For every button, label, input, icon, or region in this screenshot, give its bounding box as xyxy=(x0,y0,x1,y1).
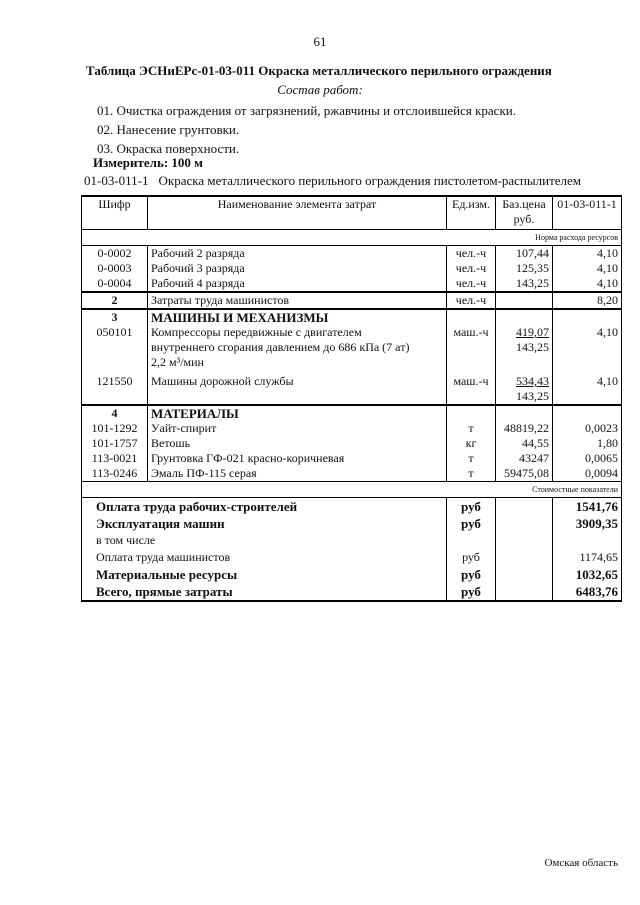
cost-name: Оплата труда рабочих-строителей xyxy=(82,498,447,516)
cell-value: 0,0065 xyxy=(553,451,622,466)
norm-label: Норма расхода ресурсов xyxy=(82,230,622,246)
table-title: Таблица ЭСНиЕРс-01-03-011 Окраска металлического перильного ограждения xyxy=(86,63,552,78)
cell-name: Уайт-спирит xyxy=(148,421,447,436)
cost-value: 6483,76 xyxy=(553,583,622,601)
cell-code: 4 xyxy=(82,405,148,421)
table-row xyxy=(82,246,622,262)
header-price: Баз.цена руб. xyxy=(496,196,553,230)
cost-row xyxy=(82,549,622,566)
section-title: МАТЕРИАЛЫ xyxy=(148,405,447,421)
cell-unit: маш.-ч xyxy=(447,325,496,370)
name-line: 2,2 м³/мин xyxy=(151,355,204,369)
cell-unit: чел.-ч xyxy=(447,276,496,292)
cost-value: 1174,65 xyxy=(553,549,622,566)
cell-value: 1,80 xyxy=(553,436,622,451)
cost-value: 1032,65 xyxy=(553,566,622,583)
name-line: внутреннего сгорания давлением до 686 кПа (7 ат) xyxy=(151,340,410,354)
cell-code: 113-0021 xyxy=(82,451,148,466)
cell-price xyxy=(496,405,553,421)
variant-line xyxy=(84,173,591,189)
cost-row xyxy=(82,498,622,516)
cell-name xyxy=(148,325,447,370)
cost-name: в том числе xyxy=(82,532,447,549)
variant-name: Окраска металлического перильного ограждения пистолетом-распылителем xyxy=(158,173,582,188)
cell-unit: чел.-ч xyxy=(447,261,496,276)
section-title: МАШИНЫ И МЕХАНИЗМЫ xyxy=(148,309,447,325)
cell-name: Машины дорожной службы xyxy=(148,370,447,405)
cell-code: 101-1292 xyxy=(82,421,148,436)
name-line: Компрессоры передвижные с двигателем xyxy=(151,325,362,339)
unit-measure: Измеритель: 100 м xyxy=(93,155,204,170)
cell-price xyxy=(496,370,553,405)
cost-unit: руб xyxy=(447,549,496,566)
cell-value: 0,0094 xyxy=(553,466,622,482)
cell-code: 050101 xyxy=(82,325,148,370)
cost-unit: руб xyxy=(447,515,496,532)
table-row xyxy=(82,276,622,292)
cell-code: 0-0002 xyxy=(82,246,148,262)
cell-price xyxy=(496,583,553,601)
cell-value: 4,10 xyxy=(553,370,622,405)
section-row xyxy=(82,405,622,421)
price-machine: 419,07 xyxy=(516,325,549,339)
cost-name: Материальные ресурсы xyxy=(82,566,447,583)
header-name: Наименование элемента затрат xyxy=(148,196,447,230)
work-item: 02. Нанесение грунтовки. xyxy=(97,122,240,137)
cell-code: 2 xyxy=(82,292,148,309)
cost-value: 1541,76 xyxy=(553,498,622,516)
cell-unit: чел.-ч xyxy=(447,292,496,309)
cost-value xyxy=(553,532,622,549)
cell-price xyxy=(496,515,553,532)
cell-price: 48819,22 xyxy=(496,421,553,436)
cell-value xyxy=(553,405,622,421)
cell-value: 4,10 xyxy=(553,261,622,276)
cell-value: 0,0023 xyxy=(553,421,622,436)
table-row xyxy=(82,325,622,370)
table-row xyxy=(82,451,622,466)
cell-unit: кг xyxy=(447,436,496,451)
work-item: 01. Очистка ограждения от загрязнений, ржавчины и отслоившейся краски. xyxy=(97,103,516,118)
cost-value: 3909,35 xyxy=(553,515,622,532)
cost-row xyxy=(82,583,622,601)
price-labor: 143,25 xyxy=(516,389,549,403)
cell-price: 44,55 xyxy=(496,436,553,451)
cell-price: 107,44 xyxy=(496,246,553,262)
cell-unit: т xyxy=(447,421,496,436)
cell-code: 101-1757 xyxy=(82,436,148,451)
cost-unit: руб xyxy=(447,498,496,516)
cell-unit xyxy=(447,309,496,325)
page-number: 61 xyxy=(313,34,327,49)
cell-value: 8,20 xyxy=(553,292,622,309)
cell-name: Рабочий 2 разряда xyxy=(148,246,447,262)
cost-name: Всего, прямые затраты xyxy=(82,583,447,601)
cell-price: 59475,08 xyxy=(496,466,553,482)
cost-label: Стоимостные показатели xyxy=(82,482,622,498)
table-row xyxy=(82,292,622,309)
cost-unit: руб xyxy=(447,566,496,583)
region-footer: Омская область xyxy=(544,857,618,869)
cell-name: Грунтовка ГФ-021 красно-коричневая xyxy=(148,451,447,466)
variant-code: 01-03-011-1 xyxy=(84,173,149,188)
cost-name: Эксплуатация машин xyxy=(82,515,447,532)
cell-name: Ветошь xyxy=(148,436,447,451)
cell-price: 143,25 xyxy=(496,276,553,292)
cell-price xyxy=(496,325,553,370)
header-variant: 01-03-011-1 xyxy=(553,196,622,230)
table-row xyxy=(82,466,622,482)
cell-price xyxy=(496,532,553,549)
cell-value: 4,10 xyxy=(553,325,622,370)
cell-price xyxy=(496,292,553,309)
table-row xyxy=(82,261,622,276)
cell-code: 3 xyxy=(82,309,148,325)
cost-row xyxy=(82,515,622,532)
cell-name: Эмаль ПФ-115 серая xyxy=(148,466,447,482)
cell-name: Затраты труда машинистов xyxy=(148,292,447,309)
cell-price xyxy=(496,498,553,516)
header-code: Шифр xyxy=(82,196,148,230)
price-machine: 534,43 xyxy=(516,374,549,388)
cell-code: 0-0003 xyxy=(82,261,148,276)
cost-unit: руб xyxy=(447,583,496,601)
work-composition-heading: Состав работ: xyxy=(277,82,363,97)
cell-value: 4,10 xyxy=(553,246,622,262)
cost-row xyxy=(82,566,622,583)
cell-unit: т xyxy=(447,451,496,466)
cell-price xyxy=(496,309,553,325)
cell-unit: маш.-ч xyxy=(447,370,496,405)
cell-code: 0-0004 xyxy=(82,276,148,292)
work-list xyxy=(97,101,516,158)
cell-unit: т xyxy=(447,466,496,482)
work-item: 03. Окраска поверхности. xyxy=(97,141,240,156)
cell-price: 43247 xyxy=(496,451,553,466)
cell-value: 4,10 xyxy=(553,276,622,292)
cell-name: Рабочий 4 разряда xyxy=(148,276,447,292)
cell-code: 121550 xyxy=(82,370,148,405)
header-unit: Ед.изм. xyxy=(447,196,496,230)
table-row xyxy=(82,370,622,405)
section-row xyxy=(82,309,622,325)
cost-label-row xyxy=(82,482,622,498)
cost-row xyxy=(82,532,622,549)
cell-price xyxy=(496,549,553,566)
cell-price xyxy=(496,566,553,583)
table-row xyxy=(82,421,622,436)
cost-name: Оплата труда машинистов xyxy=(82,549,447,566)
resource-table xyxy=(81,195,622,602)
cell-name: Рабочий 3 разряда xyxy=(148,261,447,276)
cost-unit xyxy=(447,532,496,549)
cell-unit: чел.-ч xyxy=(447,246,496,262)
cell-unit xyxy=(447,405,496,421)
norm-label-row xyxy=(82,230,622,246)
table-row xyxy=(82,436,622,451)
cell-code: 113-0246 xyxy=(82,466,148,482)
cell-value xyxy=(553,309,622,325)
cell-price: 125,35 xyxy=(496,261,553,276)
table-header-row xyxy=(82,196,622,230)
price-labor: 143,25 xyxy=(516,340,549,354)
